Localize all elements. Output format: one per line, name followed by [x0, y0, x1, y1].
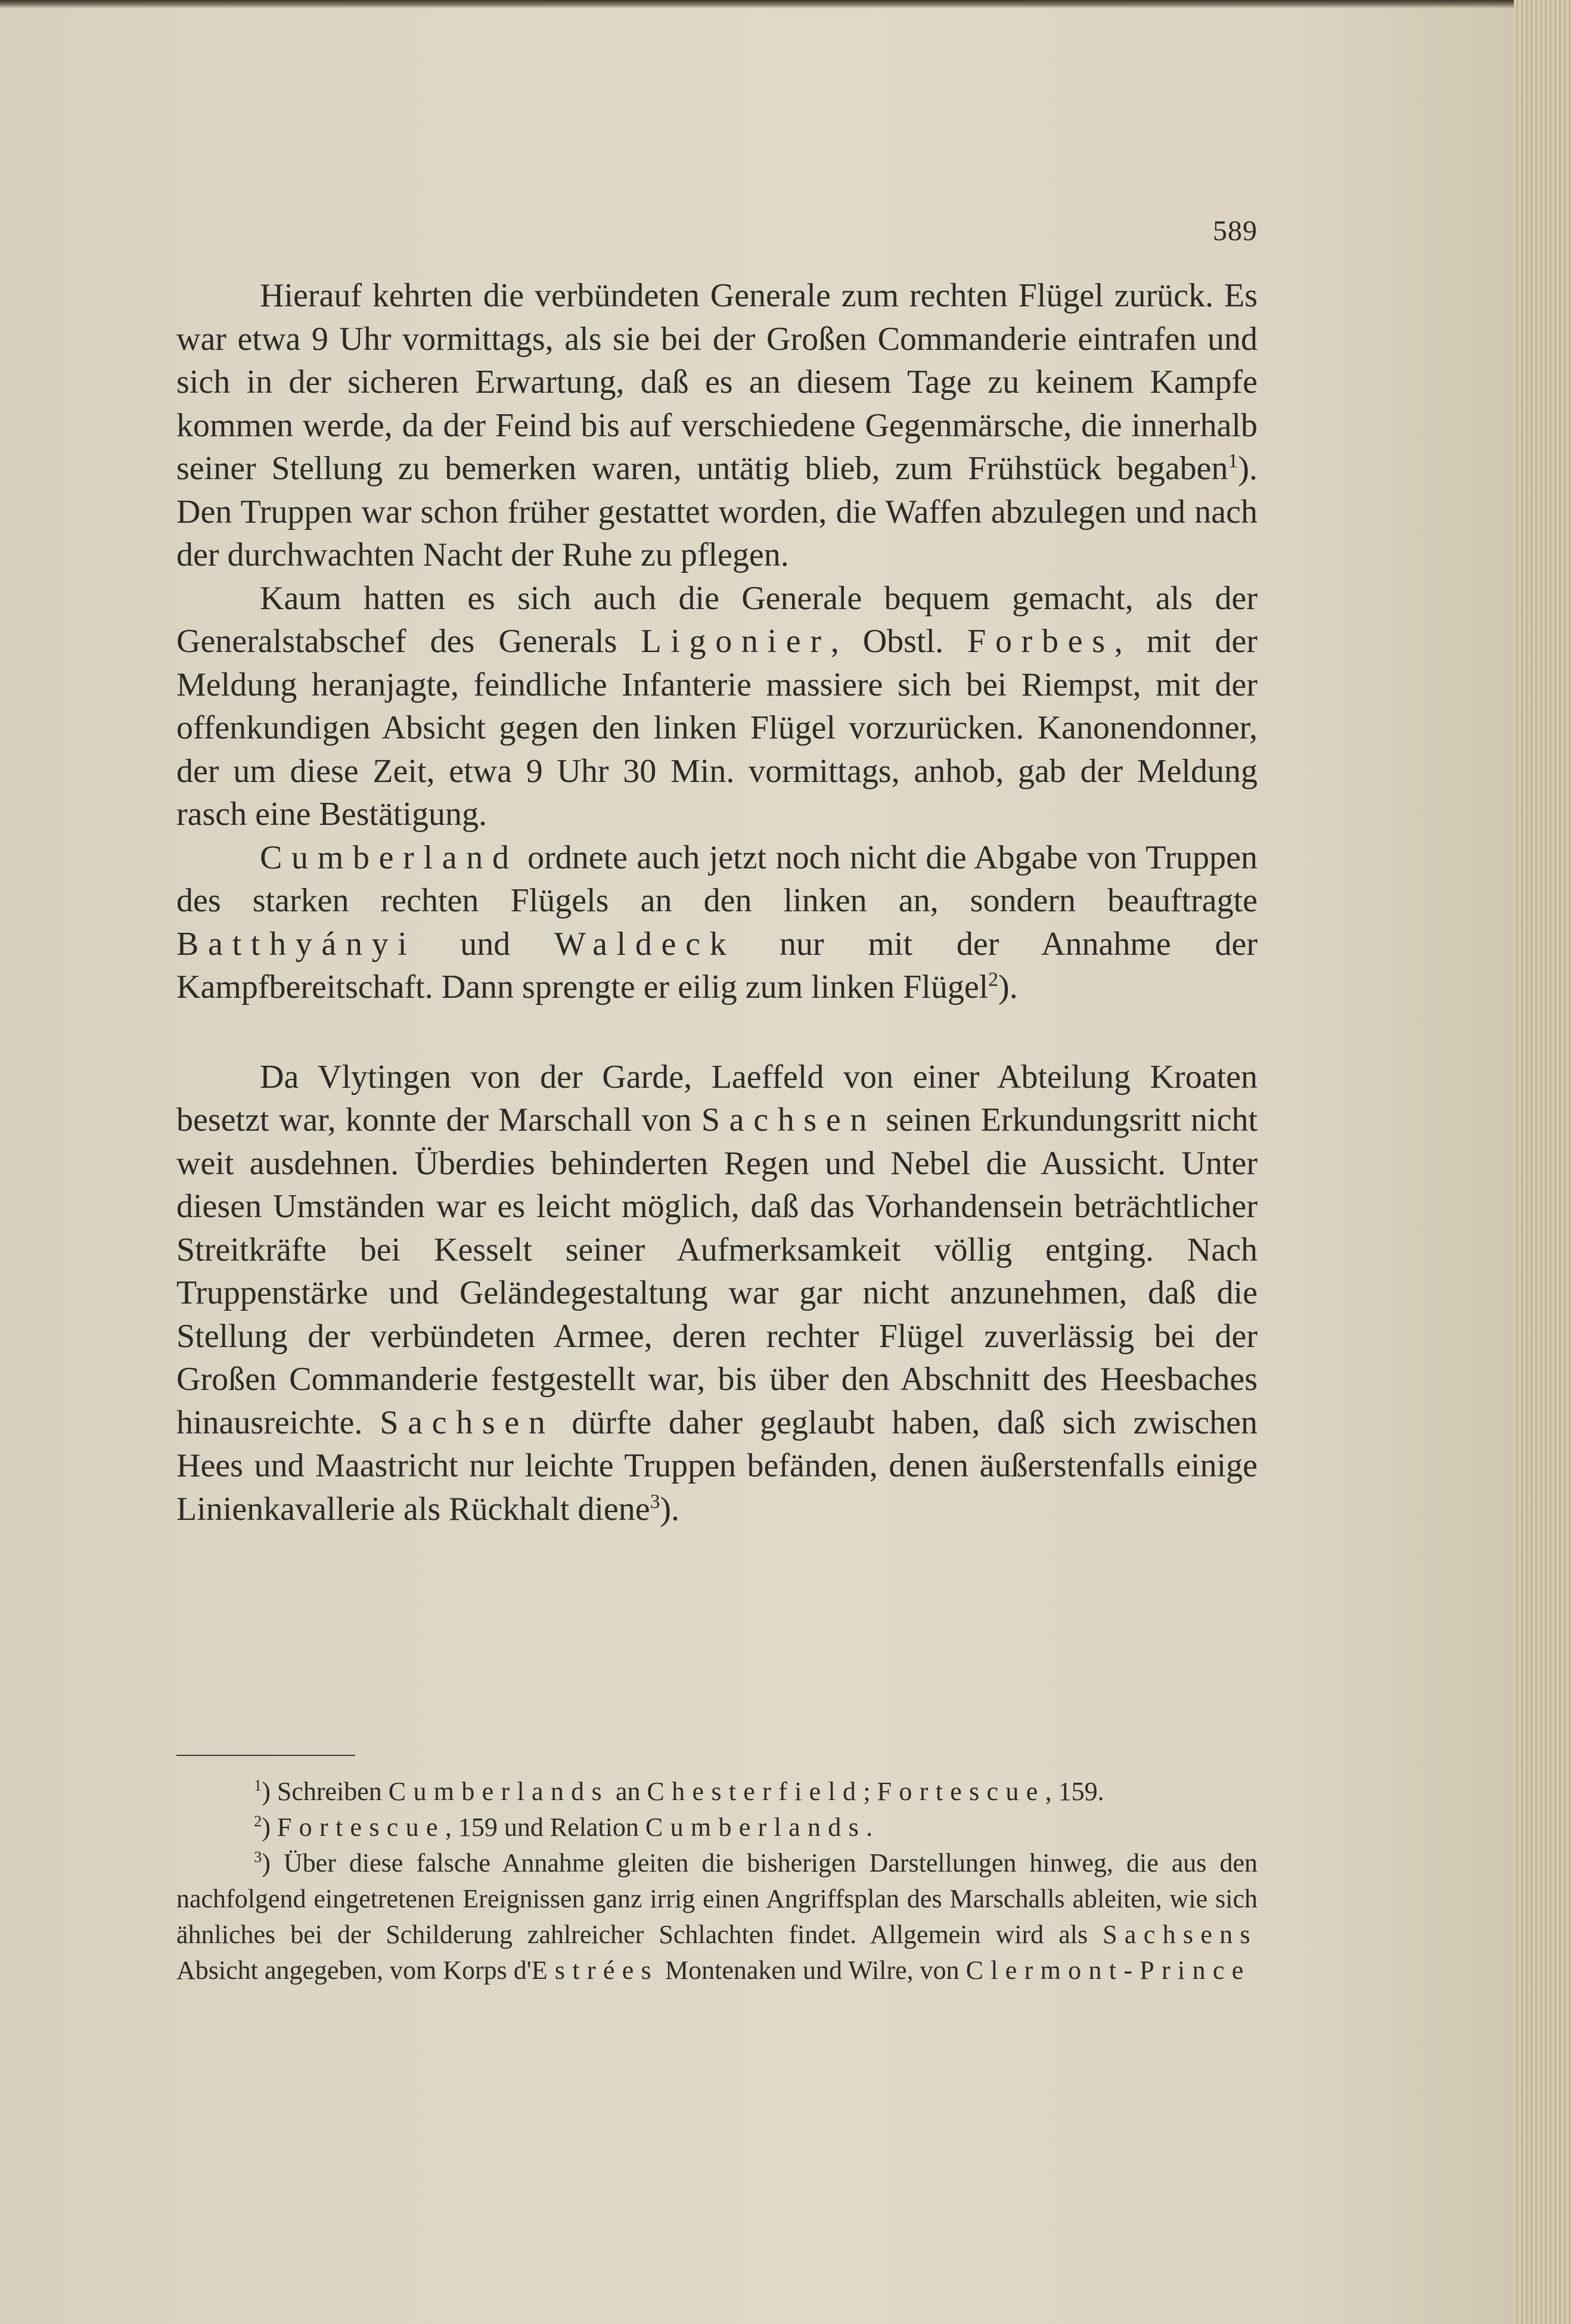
- text-run: ;: [863, 1777, 877, 1806]
- text-run: Hierauf kehrten die verbündeten Generale zum rechten Flügel zurück. Es war etwa 9 Uhr vormittags, als sie bei der Großen Commanderie eintrafen und sich in der sicheren Erwartung, daß es an diesem Tage zu keinem Kampfe kommen werde, da der Feind bis auf verschiedene Gegenmärsche, die innerhalb seiner Stellung zu bemerken waren, untätig blieb, zum Frühstück begaben: [176, 277, 1258, 487]
- text-run: ).: [998, 969, 1018, 1006]
- footnote: [176, 1810, 1258, 1845]
- footnote-marker: 2: [988, 968, 999, 991]
- text-run: ) Schreiben: [262, 1777, 389, 1806]
- text-run: , mit der Meldung heranjagte, feindliche Infanterie massiere sich bei Riempst, mit der offenkundigen Absicht gegen den linken Flügel vorzurücken. Kanonendonner, der um diese Zeit, etwa 9 Uhr 30 Min. vormittags, anhob, gab der Meldung rasch eine Bestätigung.: [176, 623, 1258, 833]
- page-edges: [1514, 0, 1571, 2324]
- text-run: dürfte daher geglaubt haben, daß sich zwischen Hees und Maastricht nur leichte Truppen befänden, denen äußerstenfalls einige Linienkavallerie als Rückhalt diene: [176, 1404, 1258, 1528]
- spaced-name: Forbes: [967, 623, 1114, 660]
- text-run: ).: [660, 1490, 680, 1528]
- text-run: Absicht angegeben, vom Korps d': [176, 1956, 532, 1985]
- spaced-name: Chesterfield: [647, 1777, 864, 1806]
- body-text: [176, 274, 1258, 1531]
- footnote: [176, 1845, 1258, 1988]
- footnote-marker: 1: [254, 1776, 262, 1795]
- paragraph: [176, 1056, 1258, 1531]
- footnotes: [176, 1774, 1258, 1988]
- page-number: 589: [1213, 215, 1258, 247]
- spaced-name: Cumberland: [260, 839, 519, 876]
- footnote-rule: [176, 1755, 355, 1756]
- text-run: ). Den Truppen war schon früher gestattet worden, die Waffen abzulegen und nach der durchwachten Nacht der Ruhe zu pflegen.: [176, 450, 1258, 573]
- footnote-marker: 3: [254, 1848, 262, 1866]
- spaced-name: Clermont-Prince: [965, 1956, 1251, 1985]
- text-run: ordnete auch jetzt noch nicht die Abgabe von Truppen des starken rechten Flügels an den linken an, sondern beauftragte: [176, 839, 1258, 919]
- footnote-marker: 1: [1228, 449, 1238, 472]
- footnote: [176, 1774, 1258, 1810]
- spaced-name: Batthyányi: [176, 925, 417, 963]
- spaced-name: Fortescue: [277, 1813, 445, 1842]
- text-run: an: [608, 1777, 647, 1806]
- spaced-name: Cumberlands: [645, 1813, 867, 1842]
- spaced-name: Ligonier: [641, 623, 831, 660]
- text-run: Montenaken und Wilre, von: [659, 1956, 966, 1985]
- footnote-marker: 3: [650, 1490, 660, 1513]
- text-run: seinen Erkundungsritt nicht weit ausdehnen. Überdies behinderten Regen und Nebel die Aussicht. Unter diesen Umständen war es leicht möglich, daß das Vorhandensein beträchtlicher Streitkräfte bei Kesselt seiner Aufmerksamkeit völlig entging. Nach Truppenstärke und Geländegestaltung war gar nicht anzunehmen, daß die Stellung der verbündeten Armee, deren rechter Flügel zuverlässig bei der Großen Commanderie festgestellt war, bis über den Abschnitt des Heesbaches hinausreichte.: [176, 1102, 1258, 1441]
- spaced-name: Waldeck: [554, 925, 736, 963]
- paragraph: [176, 836, 1258, 1009]
- spaced-name: Fortescue: [877, 1777, 1045, 1806]
- text-run: nur mit der Annahme der Kampfbereitschaft. Dann sprengte er eilig zum linken Flügel: [176, 925, 1258, 1006]
- text-run: , 159.: [1045, 1777, 1104, 1806]
- text-run: ) Über diese falsche Annahme gleiten die bisherigen Darstellungen hinweg, die aus den nachfolgend eingetretenen Ereignissen ganz irrig einen Angriffsplan des Marschalls ableiten, wie sich ähnliches bei der Schilderung zahlreicher Schlachten findet. Allgemein wird als: [176, 1848, 1258, 1949]
- text-run: Da Vlytingen von der Garde, Laeffeld von einer Abteilung Kroaten besetzt war, konnte der Marschall von: [176, 1058, 1258, 1138]
- footnote-marker: 2: [254, 1812, 262, 1830]
- text-run: , Obstl.: [830, 623, 968, 660]
- text-run: , 159 und Relation: [445, 1813, 645, 1842]
- text-run: .: [866, 1813, 873, 1842]
- paragraph: [176, 577, 1258, 836]
- text-run: und: [416, 925, 555, 963]
- spaced-name: Cumberlands: [388, 1777, 609, 1806]
- spaced-name: Sachsen: [701, 1102, 877, 1138]
- paragraph: [176, 274, 1258, 577]
- spaced-name: Sachsen: [380, 1404, 555, 1441]
- spaced-name: Estrées: [531, 1956, 659, 1985]
- text-run: Kaum hatten es sich auch die Generale bequem gemacht, als der Generalstabschef des Generals: [176, 579, 1258, 660]
- spaced-name: Sachsens: [1103, 1920, 1258, 1949]
- text-run: ): [262, 1813, 277, 1842]
